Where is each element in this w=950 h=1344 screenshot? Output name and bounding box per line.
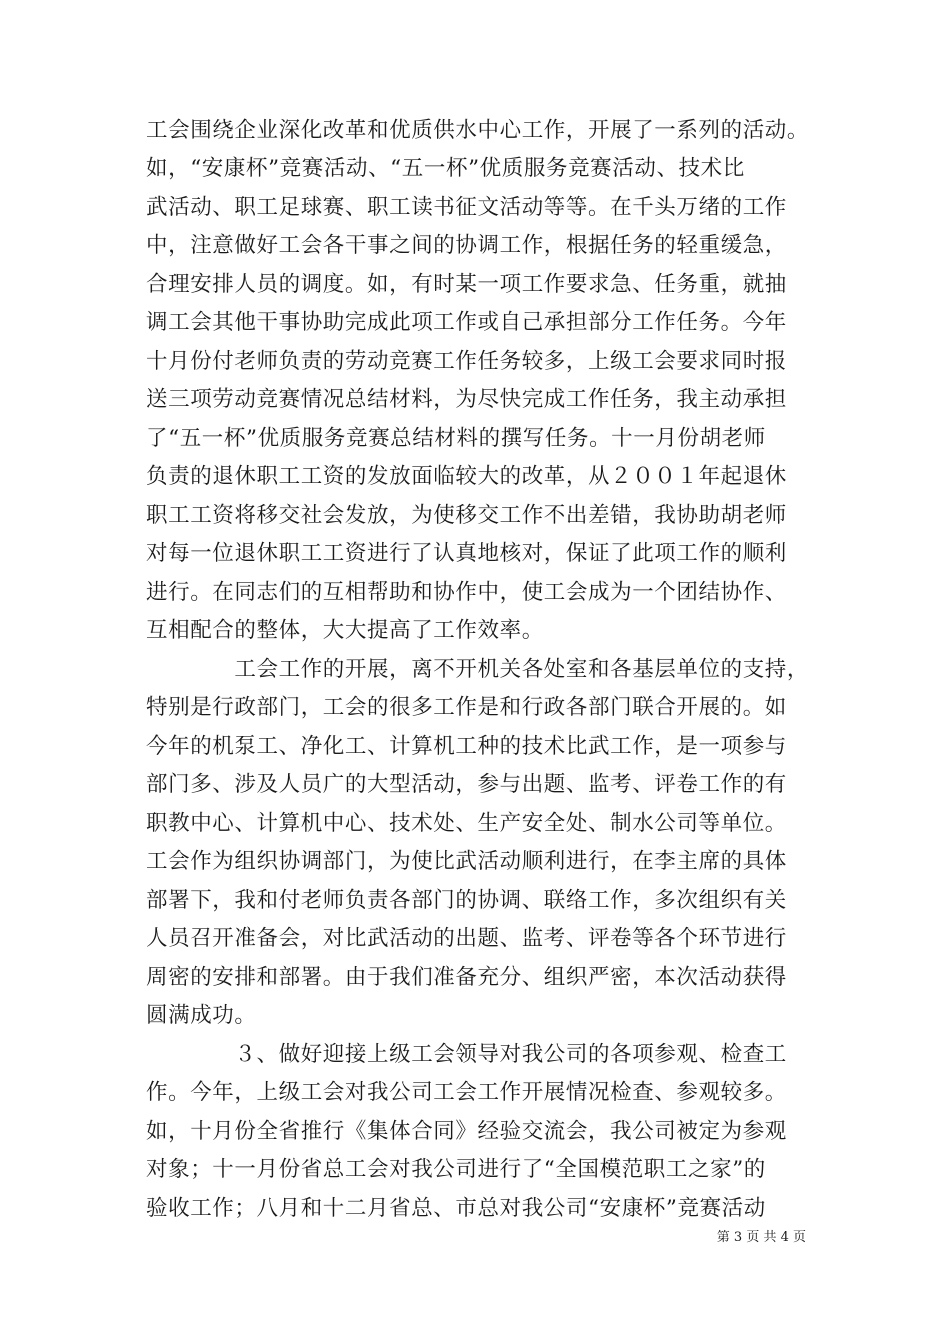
body-line: 了“五一杯”优质服务竞赛总结材料的撰写任务。十一月份胡老师 [146, 426, 766, 451]
body-line: ３、做好迎接上级工会领导对我公司的各项参观、检查工 [146, 1042, 787, 1067]
body-line: 对象；十一月份省总工会对我公司进行了“全国模范职工之家”的 [146, 1157, 766, 1182]
body-line: 验收工作；八月和十二月省总、市总对我公司“安康杯”竞赛活动 [146, 1196, 766, 1221]
body-line: 对每一位退休职工工资进行了认真地核对，保证了此项工作的顺利 [146, 541, 787, 566]
body-line: 作。今年，上级工会对我公司工会工作开展情况检查、参观较多。 [146, 1080, 787, 1105]
body-line: 工会工作的开展，离不开机关各处室和各基层单位的支持， [146, 657, 810, 682]
body-line: 周密的安排和部署。由于我们准备充分、组织严密，本次活动获得 [146, 965, 787, 990]
body-line: 负责的退休职工工资的发放面临较大的改革，从２００１年起退休 [146, 464, 787, 489]
body-line: 工会围绕企业深化改革和优质供水中心工作，开展了一系列的活动。 [146, 118, 810, 143]
body-line: 人员召开准备会，对比武活动的出题、监考、评卷等各个环节进行 [146, 926, 787, 951]
body-line: 进行。在同志们的互相帮助和协作中，使工会成为一个团结协作、 [146, 580, 787, 605]
body-line: 工会作为组织协调部门，为使比武活动顺利进行，在李主席的具体 [146, 849, 787, 874]
body-line: 圆满成功。 [146, 1003, 257, 1028]
body-line: 武活动、职工足球赛、职工读书征文活动等等。在千头万绪的工作 [146, 195, 787, 220]
body-line: 职工工资将移交社会发放，为使移交工作不出差错，我协助胡老师 [146, 503, 787, 528]
body-line: 调工会其他干事协助完成此项工作或自己承担部分工作任务。今年 [146, 310, 787, 335]
body-line: 部署下，我和付老师负责各部门的协调、联络工作，多次组织有关 [146, 888, 787, 913]
body-line: 互相配合的整体，大大提高了工作效率。 [146, 618, 544, 643]
body-line: 十月份付老师负责的劳动竞赛工作任务较多，上级工会要求同时报 [146, 349, 787, 374]
body-line: 中，注意做好工会各干事之间的协调工作，根据任务的轻重缓急， [146, 233, 787, 258]
body-line: 如，“安康杯”竞赛活动、“五一杯”优质服务竞赛活动、技术比 [146, 156, 745, 181]
body-line: 合理安排人员的调度。如，有时某一项工作要求急、任务重，就抽 [146, 272, 787, 297]
body-line: 送三项劳动竞赛情况总结材料，为尽快完成工作任务，我主动承担 [146, 387, 787, 412]
body-line: 职教中心、计算机中心、技术处、生产安全处、制水公司等单位。 [146, 811, 787, 836]
page-number: 第 3 页 共 4 页 [716, 1230, 806, 1245]
body-line: 部门多、涉及人员广的大型活动，参与出题、监考、评卷工作的有 [146, 772, 787, 797]
body-line: 特别是行政部门，工会的很多工作是和行政各部门联合开展的。如 [146, 695, 787, 720]
body-line: 如，十月份全省推行《集体合同》经验交流会，我公司被定为参观 [146, 1119, 787, 1144]
body-line: 今年的机泵工、净化工、计算机工种的技术比武工作，是一项参与 [146, 734, 787, 759]
